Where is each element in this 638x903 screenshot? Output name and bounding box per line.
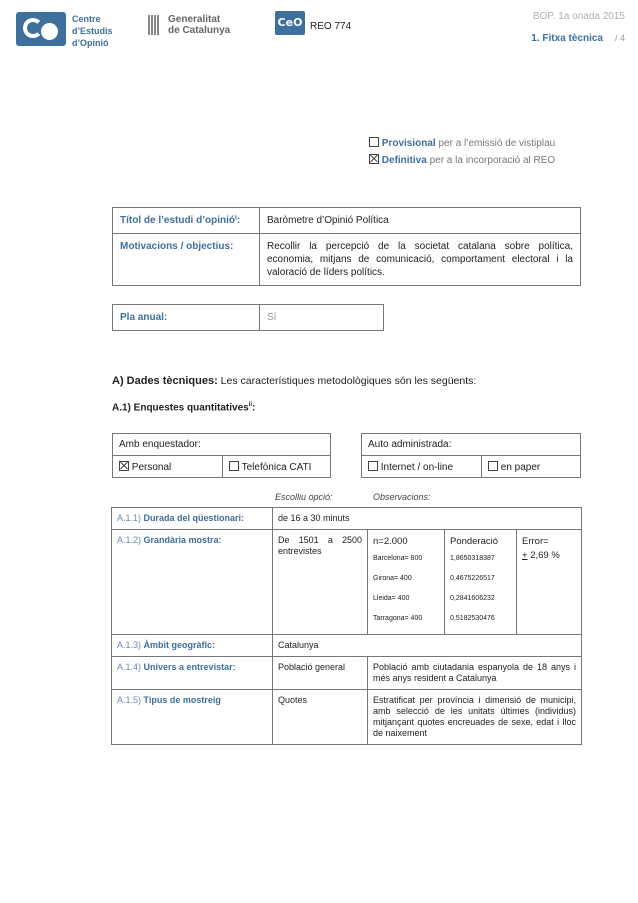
provisional-option[interactable]: [369, 137, 555, 149]
weight-lleida: 0,2841606232: [450, 595, 495, 602]
section-a1-heading: [112, 402, 255, 413]
gen-line1: Generalitat: [168, 14, 221, 25]
sampling-error: [517, 530, 565, 634]
universe-observations: Població amb ciutadania espanyola de 18 anys i més anys resident a Catalunya: [368, 657, 582, 690]
sample-size-observations: [368, 530, 582, 635]
internet-checkbox[interactable]: [368, 461, 378, 471]
annual-plan-table: [112, 304, 384, 331]
section-title: 1. Fitxa tècnica: [531, 33, 603, 44]
sampling-type-value: Quotes: [273, 690, 368, 745]
study-info-table: [112, 207, 581, 286]
sampling-type-label: A.1.5) Tipus de mostreig: [112, 690, 273, 745]
section-a1-colon: :: [252, 402, 256, 414]
internet-label: Internet / on-line: [380, 461, 454, 473]
amb-enquestador-label: Amb enquestador:: [113, 434, 331, 456]
logo-c-shape: [23, 18, 43, 38]
motivations-label: Motivacions / objectius:: [113, 234, 260, 286]
sample-lleida: Lleida= 400: [373, 595, 410, 602]
page-number: / 4: [614, 33, 625, 43]
sampling-type-observations: Estratificat per província i dimensió de municipi, amb selecció de les unitats últimes (individus) mitjançant quotes encreuades de sexe, edat i lloc de naixement: [368, 690, 582, 745]
bop-title: BOP. 1a onada 2015: [532, 11, 625, 22]
sample-size-value: De 1501 a 2500 entrevistes: [273, 530, 368, 635]
definitiva-checkbox[interactable]: [369, 154, 379, 164]
title-row: [113, 208, 581, 234]
universe-label: A.1.4) Univers a entrevistar:: [112, 657, 273, 690]
definitiva-option[interactable]: [369, 154, 555, 166]
weight-girona: 0,4675226517: [450, 575, 495, 582]
plan-label: Pla anual:: [113, 305, 260, 331]
error-title: Error=: [522, 536, 549, 547]
definitiva-text: per a la incorporació al REO: [429, 155, 556, 166]
weight-barcelona: 1,8650318387: [450, 555, 495, 562]
logo-o-shape: [41, 23, 58, 40]
sample-girona: Girona= 400: [373, 575, 412, 582]
self-administered-table: [361, 433, 581, 478]
telefonica-checkbox[interactable]: [229, 461, 239, 471]
org-name: [72, 13, 113, 49]
table-row: [112, 508, 582, 530]
geographic-scope-label: A.1.3) Àmbit geogràfic:: [112, 635, 273, 657]
table-row: [112, 635, 582, 657]
weighting-title: Ponderació: [450, 536, 499, 547]
provisional-text: per a l’emissió de vistiplau: [438, 138, 556, 149]
paper-option[interactable]: [482, 456, 581, 478]
provisional-label: Provisional: [381, 138, 436, 149]
technical-details-table: [111, 507, 582, 745]
provisional-checkbox[interactable]: [369, 137, 379, 147]
org-name-line1: Centre: [72, 14, 101, 24]
generalitat-name: [168, 14, 230, 36]
generalitat-emblem-icon: [148, 15, 162, 35]
personal-option[interactable]: [113, 456, 223, 478]
title-value: Baròmetre d’Opinió Política: [260, 208, 581, 234]
sample-tarragona: Tarragona= 400: [373, 615, 423, 622]
gen-line2: de Catalunya: [168, 25, 231, 36]
personal-checkbox[interactable]: [119, 461, 129, 471]
error-value: + 2,69 %: [522, 550, 560, 561]
telefonica-option[interactable]: [223, 456, 331, 478]
paper-checkbox[interactable]: [488, 461, 498, 471]
choose-option-label: Escolliu opció:: [275, 492, 333, 502]
auto-administrada-label: Auto administrada:: [362, 434, 581, 456]
section-a1-title: A.1) Enquestes quantitatives: [112, 402, 249, 414]
personal-label: Personal: [131, 461, 172, 473]
weighting: [445, 530, 517, 634]
ceo-logo: [16, 12, 66, 46]
ceo-small-logo: [275, 11, 305, 35]
table-row: [112, 530, 582, 635]
sample-distribution: [368, 530, 445, 634]
reo-number: REO 774: [310, 21, 352, 32]
table-row: [112, 657, 582, 690]
org-name-line3: d’Opinió: [72, 38, 109, 48]
with-interviewer-table: [112, 433, 331, 478]
plan-value: Sí: [260, 305, 384, 331]
universe-value: Població general: [273, 657, 368, 690]
sample-size-label: A.1.2) Grandària mostra:: [112, 530, 273, 635]
motivations-value: Recollir la percepció de la societat catalana sobre política, economia, mitjans de comunicació, comportament electoral i la valoració de líders polítics.: [260, 234, 581, 286]
motivations-row: [113, 234, 581, 286]
section-a-heading: [112, 375, 476, 387]
title-label: Títol de l’estudi d’opinióⁱ:: [113, 208, 260, 234]
telefonica-label: Telefònica CATI: [241, 461, 312, 473]
internet-option[interactable]: [362, 456, 482, 478]
small-logo-text: CeO: [277, 16, 303, 29]
duration-label: A.1.1) Durada del qüestionari:: [112, 508, 273, 530]
geographic-scope-value: Catalunya: [273, 635, 582, 657]
section-a-title: A) Dades tècniques:: [112, 375, 218, 387]
weight-tarragona: 0,5182530476: [450, 615, 495, 622]
sample-n: n=2.000: [373, 536, 408, 547]
paper-label: en paper: [500, 461, 541, 473]
section-a1-footnote: ii: [248, 402, 253, 408]
observations-label: Observacions:: [373, 492, 431, 502]
sample-barcelona: Barcelona= 800: [373, 555, 423, 562]
org-name-line2: d’Estudis: [72, 26, 113, 36]
duration-value: de 16 a 30 minuts: [273, 508, 582, 530]
table-row: [112, 690, 582, 745]
definitiva-label: Definitiva: [381, 155, 427, 166]
section-a-subtitle: Les característiques metodològiques són les següents:: [220, 375, 477, 387]
